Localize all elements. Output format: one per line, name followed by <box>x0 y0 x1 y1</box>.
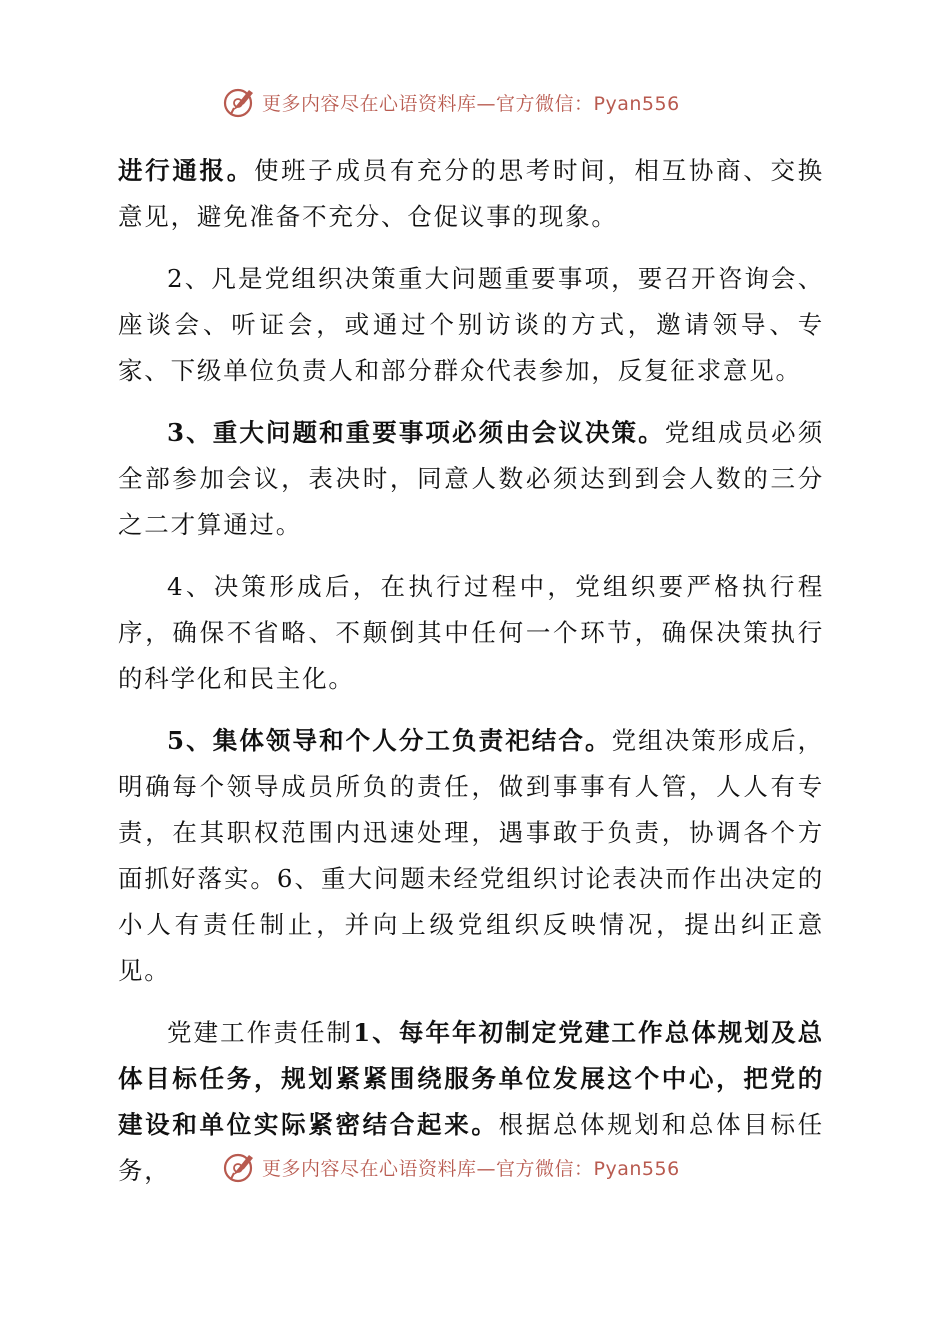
paragraph-5-bold: 5、集体领导和个人分工负责祀结合。 <box>167 726 612 755</box>
footer-banner <box>222 1147 742 1187</box>
paragraph-3-text: 党组成员必须全部参加会议，表决时，同意人数必须达到到会人数的三分之二才算通过。 <box>118 418 824 539</box>
footer-banner-text: 更多内容尽在心语资料库—官方微信：Pyan556 <box>262 1157 680 1180</box>
pen-nib-logo-icon <box>222 1149 258 1185</box>
paragraph-2 <box>118 256 824 394</box>
paragraph-1-text: 使班子成员有充分的思考时间，相互协商、交换意见，避免准备不充分、仓促议事的现象。 <box>118 156 824 231</box>
document-body <box>118 148 824 1210</box>
pen-nib-logo-icon <box>222 84 258 120</box>
paragraph-6-bold: 1、每年年初制定党建工作总体规划及总体目标任务，规划紧紧围绕服务单位发展这个中心，把党的建设和单位实际紧密结合起来。 <box>118 1018 824 1139</box>
paragraph-3-bold: 3、重大问题和重要事项必须由会议决策。 <box>167 418 665 447</box>
paragraph-5-text: 党组决策形成后，明确每个领导成员所负的责任，做到事事有人管，人人有专责，在其职权范围内迅速处理，遇事敢于负责，协调各个方面抓好落实。6、重大问题未经党组织讨论表决而作出决定的小人有责任制止，并向上级党组织反映情况，提出纠正意见。 <box>118 726 824 985</box>
paragraph-6-lead: 党建工作责任制 <box>167 1018 354 1047</box>
header-banner-text: 更多内容尽在心语资料库—官方微信：Pyan556 <box>262 92 680 115</box>
paragraph-4-text: 4、决策形成后，在执行过程中，党组织要严格执行程序，确保不省略、不颠倒其中任何一个环节，确保决策执行的科学化和民主化。 <box>118 572 824 693</box>
paragraph-1-bold: 进行通报。 <box>118 156 254 185</box>
paragraph-1 <box>118 148 824 240</box>
paragraph-4 <box>118 564 824 702</box>
header-banner <box>222 82 742 122</box>
paragraph-2-text: 2、凡是党组织决策重大问题重要事项，要召开咨询会、座谈会、听证会，或通过个别访谈的方式，邀请领导、专家、下级单位负责人和部分群众代表参加，反复征求意见。 <box>118 264 824 385</box>
paragraph-6-text: 根据总体规划和总体目标任务， <box>118 1110 824 1185</box>
paragraph-3 <box>118 410 824 548</box>
paragraph-5 <box>118 718 824 994</box>
